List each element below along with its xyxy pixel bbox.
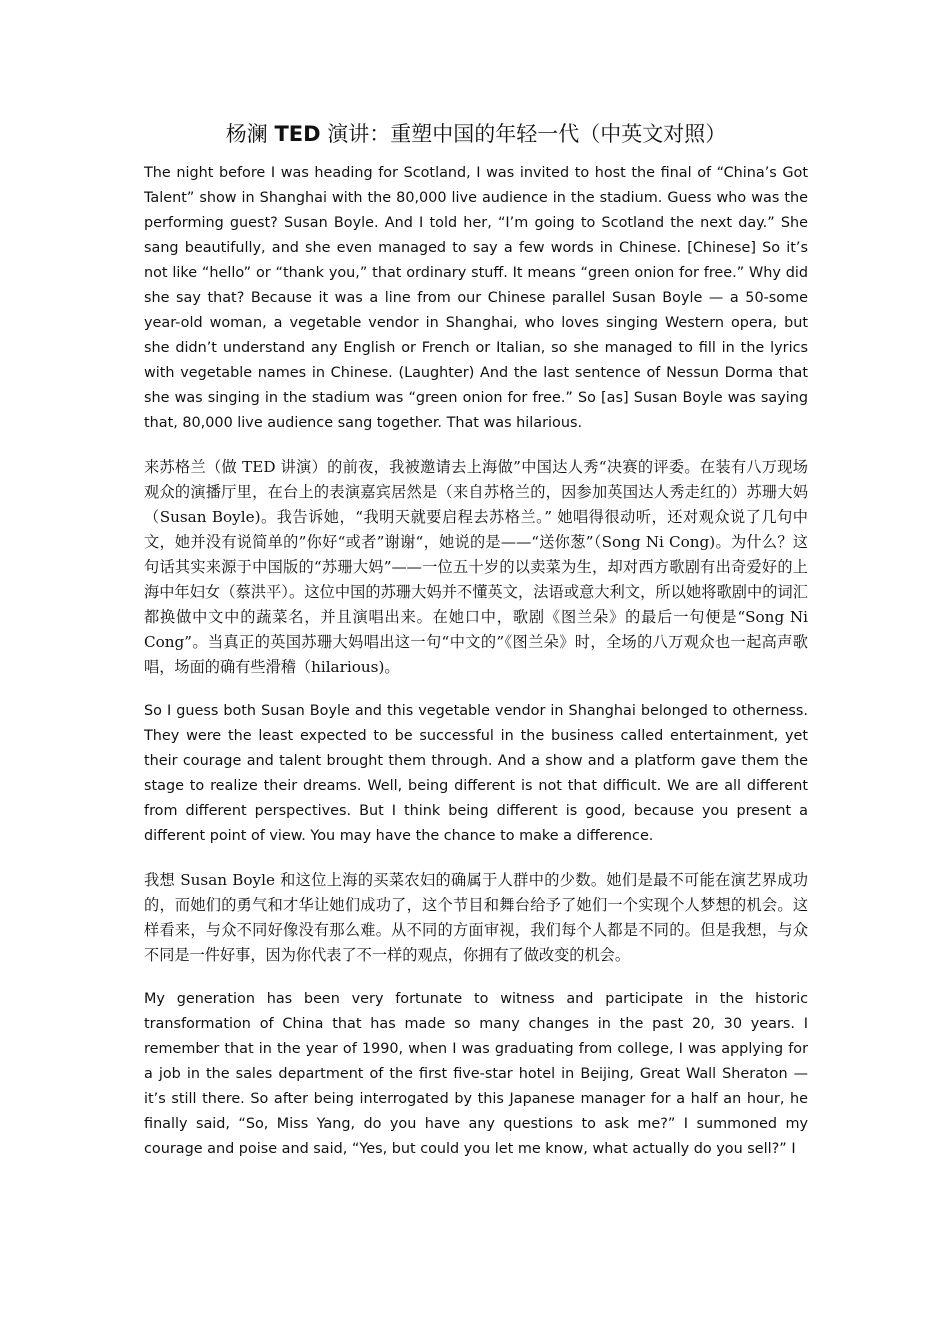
paragraph-english-2: So I guess both Susan Boyle and this vegetable vendor in Shanghai belonged to otherness. They were the least expected to be successful in the business called entertainment, yet their courage and talent brought them through. And a show and a platform gave them the stage to realize their dreams. Well, being different is not that difficult. We are all different from different perspectives. But I think being different is good, because you present a different point of view. You may have the chance to make a difference. (144, 703, 808, 844)
paragraph-english-1: The night before I was heading for Scotland, I was invited to host the final of “China’s Got Talent” show in Shanghai with the 80,000 live audience in the stadium. Guess who was the performing guest? Susan Boyle. And I told her, “I’m going to Scotland the next day.” She sang beautifully, and she even managed to say a few words in Chinese. [Chinese] So it’s not like “hello” or “thank you,” that ordinary stuff. It means “green onion for free.” Why did she say that? Because it was a line from our Chinese parallel Susan Boyle — a 50-some year-old woman, a vegetable vendor in Shanghai, who loves singing Western opera, but she didn’t understand any English or French or Italian, so she managed to fill in the lyrics with vegetable names in Chinese. (Laughter) And the last sentence of Nessun Dorma that she was singing in the stadium was “green onion for free.” So [as] Susan Boyle was saying that, 80,000 live audience sang together. That was hilarious. (144, 165, 808, 431)
title-ted: TED (274, 122, 321, 146)
paragraph-chinese-2: 我想 Susan Boyle 和这位上海的买菜农妇的确属于人群中的少数。她们是最不可能在演艺界成功的，而她们的勇气和才华让她们成功了，这个节目和舞台给予了她们一个实现个人梦想的机会。这样看来，与众不同好像没有那么难。从不同的方面审视，我们每个人都是不同的。但是我想，与众不同是一件好事，因为你代表了不一样的观点，你拥有了做改变的机会。 (144, 871, 808, 964)
paragraph-chinese-1: 来苏格兰（做 TED 讲演）的前夜，我被邀请去上海做”中国达人秀“决赛的评委。在装有八万现场观众的演播厅里，在台上的表演嘉宾居然是（来自苏格兰的，因参加英国达人秀走红的）苏珊大妈（Susan Boyle)。我告诉她，“我明天就要启程去苏格兰。” 她唱得很动听，还对观众说了几句中文，她并没有说简单的”你好“或者”谢谢“，她说的是——“送你葱”（Song Ni Cong)。为什么？这句话其实来源于中国版的“苏珊大妈”——一位五十岁的以卖菜为生，却对西方歌剧有出奇爱好的上海中年妇女（蔡洪平）。这位中国的苏珊大妈并不懂英文，法语或意大利文，所以她将歌剧中的词汇都换做中文中的蔬菜名，并且演唱出来。在她口中，歌剧《图兰朵》的最后一句便是“Song Ni Cong”。当真正的英国苏珊大妈唱出这一句“中文的”《图兰朵》时，全场的八万观众也一起高声歌唱，场面的确有些滑稽（hilarious)。 (144, 458, 808, 676)
title-name: 杨澜 (225, 122, 275, 146)
paragraph-english-3: My generation has been very fortunate to witness and participate in the historic transformation of China that has made so many changes in the past 20, 30 years. I remember that in the year of 1990, when I was graduating from college, I was applying for a job in the sales department of the first five-star hotel in Beijing, Great Wall Sheraton — it’s still there. So after being interrogated by this Japanese manager for a half an hour, he finally said, “So, Miss Yang, do you have any questions to ask me?” I summoned my courage and poise and said, “Yes, but could you let me know, what actually do you sell?” I (144, 991, 808, 1157)
document-body (144, 119, 808, 1181)
document-title (144, 119, 808, 149)
title-subject: 演讲：重塑中国的年轻一代（中英文对照） (320, 122, 727, 146)
